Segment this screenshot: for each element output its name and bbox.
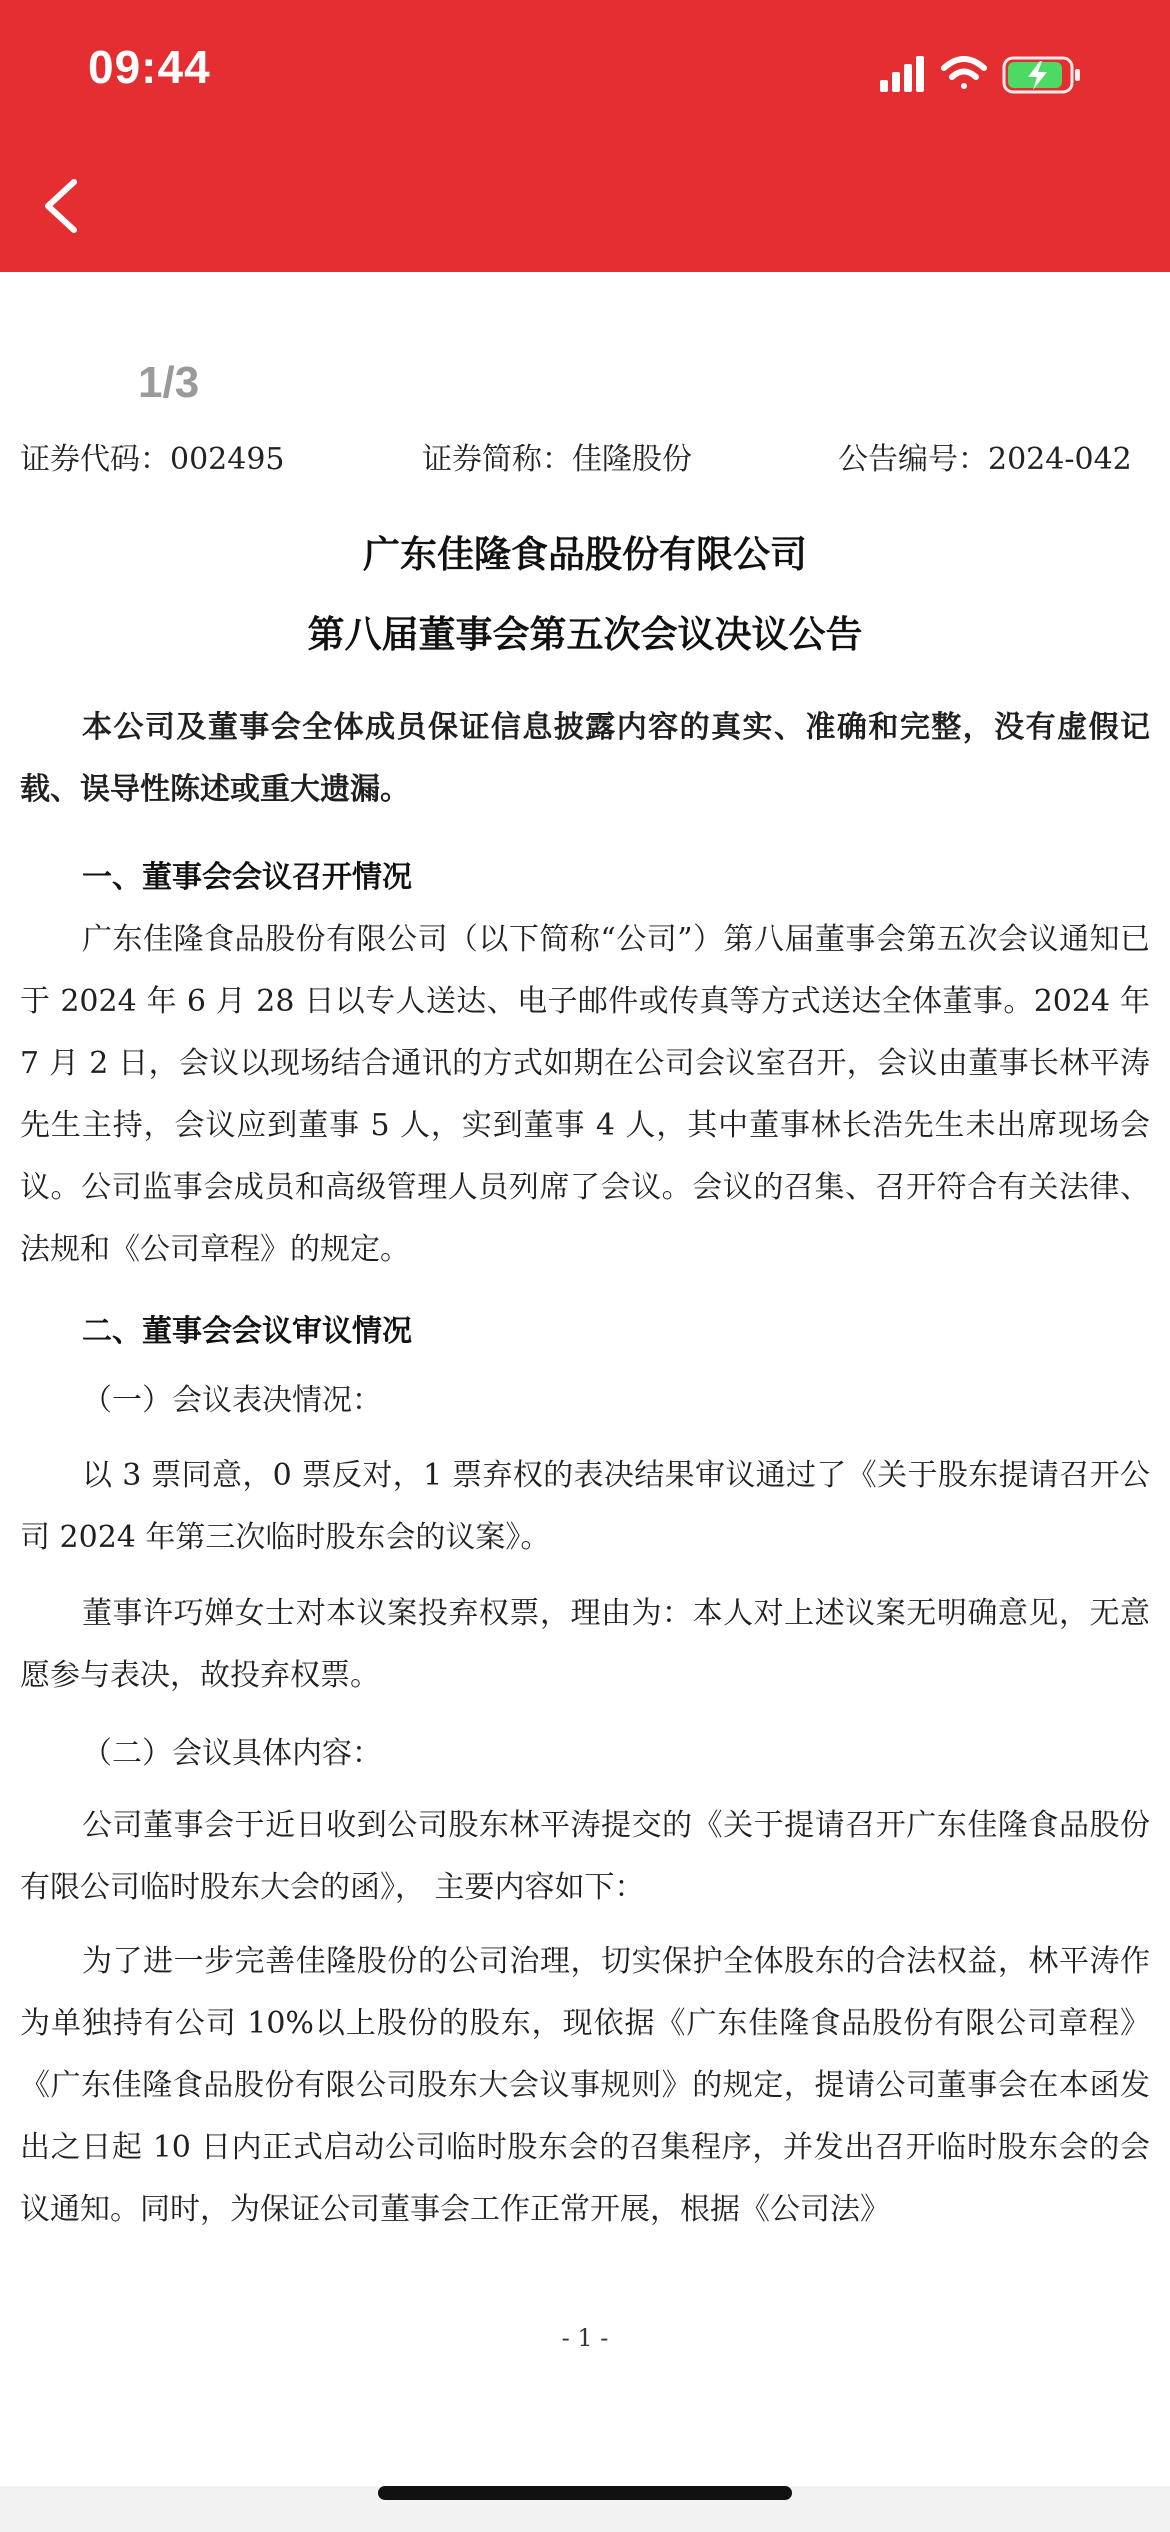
signal-icon [880, 56, 924, 92]
back-arrow-icon[interactable] [36, 176, 96, 236]
page-indicator: 1/3 [138, 358, 200, 407]
section-2-heading: 二、董事会会议审议情况 [82, 1314, 412, 1349]
content-body: 为了进一步完善佳隆股份的公司治理，切实保护全体股东的合法权益，林平涛作为单独持有公司 10%以上股份的股东，现依据《广东佳隆食品股份有限公司章程》《广东佳隆食品股份有限公司股东大会议事规则》的规定，提请公司董事会在本函发出之日起 10 日内正式启动公司临时股东会的召集程序，并发出召开临时股东会的会议通知。同时，为保证公司董事会工作正常开展，根据《公司法》 [20, 1944, 1150, 2227]
status-icons [880, 50, 1120, 98]
sub-1-heading: （一）会议表决情况： [82, 1383, 382, 1418]
sub-2-heading: （二）会议具体内容： [82, 1736, 382, 1771]
notice-number: 公告编号：2024-042 [838, 442, 1132, 477]
wifi-icon [944, 59, 984, 89]
status-time: 09:44 [88, 41, 211, 93]
disclosure-statement: 本公司及董事会全体成员保证信息披露内容的真实、准确和完整，没有虚假记载、误导性陈述或重大遗漏。 [20, 710, 1150, 807]
document-title-company: 广东佳隆食品股份有限公司 [363, 533, 807, 576]
abstain-reason: 董事许巧婵女士对本议案投弃权票，理由为：本人对上述议案无明确意见，无意愿参与表决，故投弃权票。 [20, 1596, 1150, 1693]
home-indicator[interactable] [378, 2486, 792, 2500]
vote-result: 以 3 票同意，0 票反对，1 票弃权的表决结果审议通过了《关于股东提请召开公司 2024 年第三次临时股东会的议案》。 [20, 1458, 1150, 1555]
battery-charging-icon [1004, 58, 1080, 92]
app-header [0, 0, 1170, 272]
content-intro: 公司董事会于近日收到公司股东林平涛提交的《关于提请召开广东佳隆食品股份有限公司临时股东大会的函》， 主要内容如下： [20, 1808, 1150, 1905]
document-title-notice: 第八届董事会第五次会议决议公告 [307, 613, 863, 656]
security-short-name: 证券简称：佳隆股份 [422, 442, 692, 477]
footer-page-number: - 1 - [561, 2324, 609, 2352]
section-1-heading: 一、董事会会议召开情况 [82, 860, 412, 895]
security-code: 证券代码：002495 [20, 442, 285, 477]
section-1-body: 广东佳隆食品股份有限公司（以下简称“公司”）第八届董事会第五次会议通知已于 2024 年 6 月 28 日以专人送达、电子邮件或传真等方式送达全体董事。2024 年 7 月 2 日，会议以现场结合通讯的方式如期在公司会议室召开，会议由董事长林平涛先生主持，会议应到董事 5 人，实到董事 4 人，其中董事林长浩先生未出席现场会议。公司监事会成员和高级管理人员列席了会议。会议的召集、召开符合有关法律、法规和《公司章程》的规定。 [20, 922, 1150, 1267]
